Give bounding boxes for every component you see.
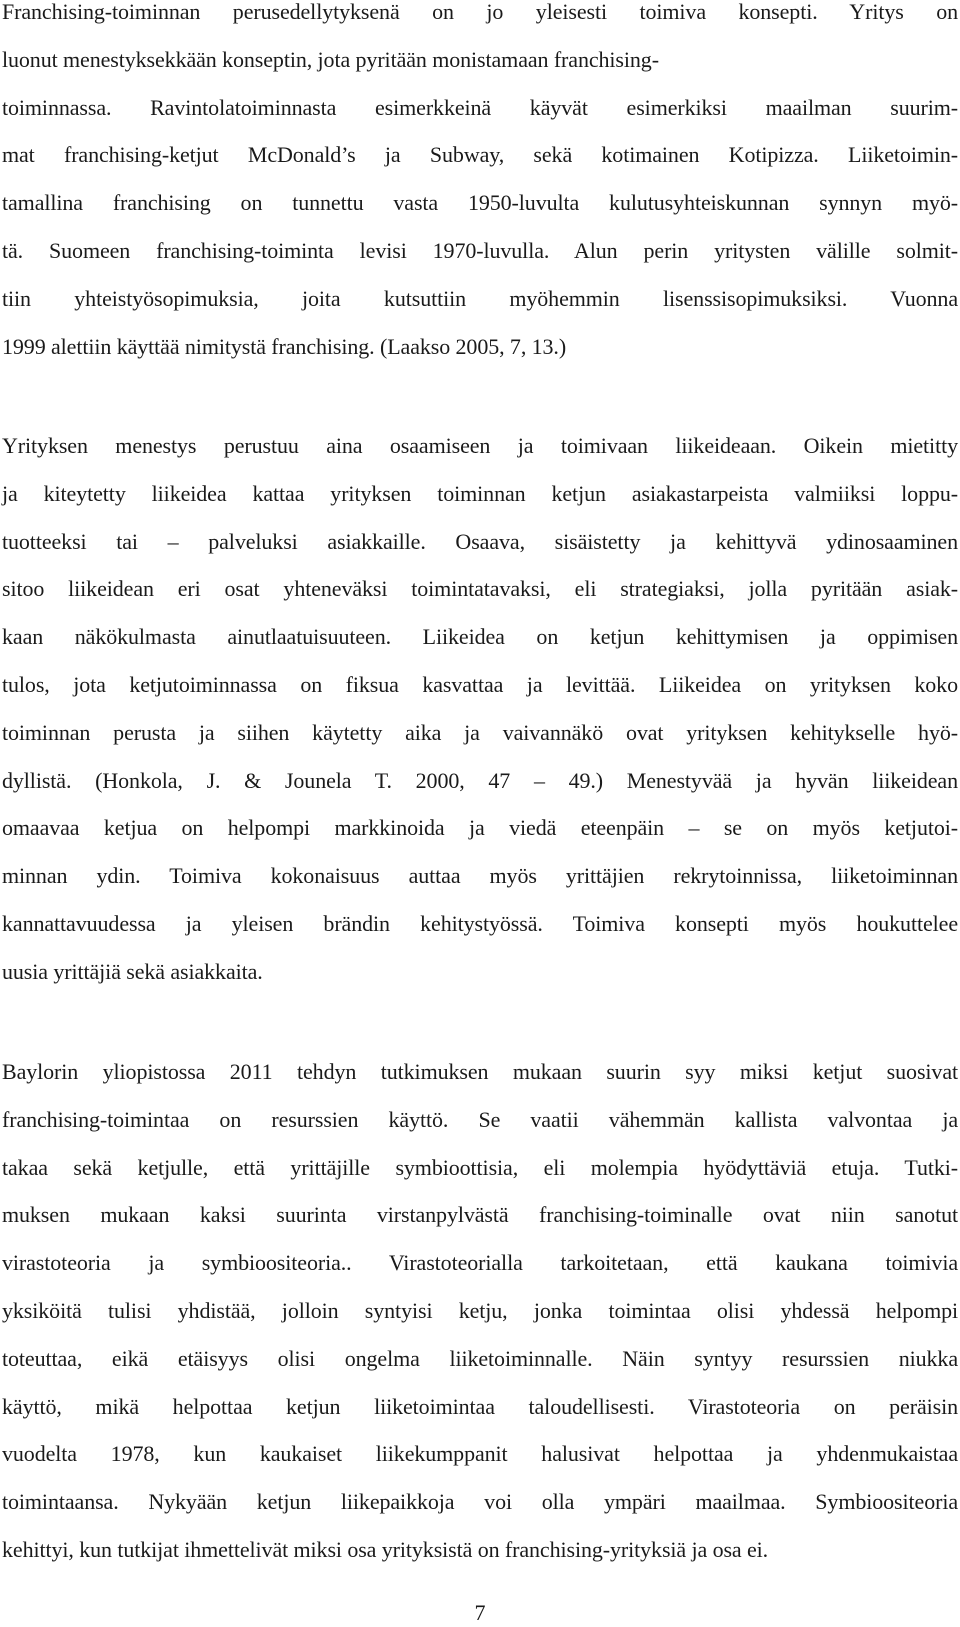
text-line: kehittyi, kun tutkijat ihmettelivät miksi osa yrityksistä on franchising-yrityksiä ja osa ei. <box>2 1536 769 1562</box>
paragraph-franchising-intro <box>2 0 958 370</box>
text-line: luonut menestyksekkään konseptin, jota pyritään monistamaan franchising- <box>2 46 659 72</box>
text-line: toiminnassa. Ravintolatoiminnasta esimerkkeinä käyvät esimerkiksi maailman suurim- <box>2 94 958 120</box>
text-line: yksiköitä tulisi yhdistää, jolloin syntyisi ketju, jonka toimintaa olisi yhdessä helpompi <box>2 1297 958 1323</box>
text-line: Baylorin yliopistossa 2011 tehdyn tutkimuksen mukaan suurin syy miksi ketjut suosivat <box>2 1059 958 1084</box>
text-line: tamallina franchising on tunnettu vasta 1950-luvulta kulutusyhteiskunnan synnyn myö- <box>2 190 958 216</box>
text-line: vuodelta 1978, kun kaukaiset liikekumppanit halusivat helpottaa ja yhdenmukaistaa <box>2 1441 958 1467</box>
text-line: 1999 alettiin käyttää nimitystä franchising. (Laakso 2005, 7, 13.) <box>2 333 567 359</box>
text-line: mat franchising-ketjut McDonald’s ja Subway, sekä kotimainen Kotipizza. Liiketoimin- <box>2 142 958 168</box>
text-line: omaavaa ketjua on helpompi markkinoida ja viedä eteenpäin – se on myös ketjutoi- <box>2 815 958 841</box>
text-line: toteuttaa, eikä etäisyys olisi ongelma liiketoiminnalle. Näin syntyy resurssien niukka <box>2 1345 958 1371</box>
text-line: kaan näkökulmasta ainutlaatuisuuteen. Liikeidea on ketjun kehittymisen ja oppimisen <box>2 624 958 650</box>
text-line: toimintaansa. Nykyään ketjun liikepaikkoja voi olla ympäri maailmaa. Symbioositeoria <box>2 1489 958 1515</box>
text-line: ja kiteytetty liikeidea kattaa yrityksen toiminnan ketjun asiakastarpeista valmiiksi loppu- <box>2 480 958 506</box>
text-line: tulos, jota ketjutoiminnassa on fiksua kasvattaa ja levittää. Liikeidea on yrityksen koko <box>2 671 958 697</box>
text-line: franchising-toimintaa on resurssien käyttö. Se vaatii vähemmän kallista valvontaa ja <box>2 1106 958 1132</box>
text-line: Yrityksen menestys perustuu aina osaamiseen ja toimivaan liikeideaan. Oikein mietitty <box>2 433 958 458</box>
text-line: muksen mukaan kaksi suurinta virstanpylvästä franchising-toiminalle ovat niin sanotut <box>2 1202 958 1228</box>
page-number: 7 <box>474 1600 486 1625</box>
text-line: käyttö, mikä helpottaa ketjun liiketoimintaa taloudellisesti. Virastoteoria on peräisin <box>2 1393 958 1419</box>
text-line: takaa sekä ketjulle, että yrittäjille symbioottisia, eli molempia hyödyttäviä etuja. Tutki- <box>2 1154 958 1180</box>
text-line: dyllistä. (Honkola, J. & Jounela T. 2000, 47 – 49.) Menestyvää ja hyvän liikeidean <box>2 767 958 793</box>
text-line: tä. Suomeen franchising-toiminta levisi 1970-luvulla. Alun perin yritysten välille solmit- <box>2 237 958 263</box>
paragraph-business-idea <box>2 422 958 996</box>
text-line: Franchising-toiminnan perusedellytyksenä on jo yleisesti toimiva konsepti. Yritys on <box>2 0 958 24</box>
text-line: tuotteeksi tai – palveluksi asiakkaille. Osaava, sisäistetty ja kehittyvä ydinosaaminen <box>2 528 958 554</box>
text-line: virastoteoria ja symbioositeoria.. Virastoteorialla tarkoitetaan, että kaukana toimivia <box>2 1250 958 1276</box>
text-line: minnan ydin. Toimiva kokonaisuus auttaa myös yrittäjien rekrytoinnissa, liiketoiminnan <box>2 863 958 889</box>
text-line: uusia yrittäjiä sekä asiakkaita. <box>2 958 263 984</box>
text-line: tiin yhteistyösopimuksia, joita kutsuttiin myöhemmin lisenssisopimuksiksi. Vuonna <box>2 285 958 311</box>
text-line: sitoo liikeidean eri osat yhteneväksi toimintatavaksi, eli strategiaksi, jolla pyritään asiak- <box>2 576 958 602</box>
text-line: kannattavuudessa ja yleisen brändin kehitystyössä. Toimiva konsepti myös houkuttelee <box>2 910 958 936</box>
paragraph-baylor-study <box>2 1048 958 1574</box>
text-line: toiminnan perusta ja siihen käytetty aika ja vaivannäkö ovat yrityksen kehitykselle hyö- <box>2 719 958 745</box>
